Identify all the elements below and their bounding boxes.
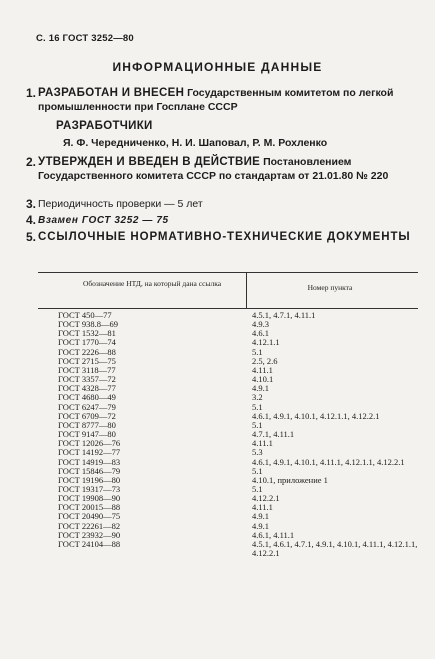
table-column-divider [246,272,247,308]
document-cell: ГОСТ 22261—82 [58,520,121,531]
point-cell: 5.1 [252,346,263,357]
section-2-caps: УТВЕРЖДЕН И ВВЕДЕН В ДЕЙСТВИЕ [38,156,261,168]
page-title: ИНФОРМАЦИОННЫЕ ДАННЫЕ [112,60,323,74]
document-cell: ГОСТ 6709—72 [58,410,116,421]
document-cell: ГОСТ 450—77 [58,310,112,320]
point-cell: 5.1 [252,465,263,476]
section-1-number: 1. [26,86,37,100]
point-cell: 4.11.1 [252,364,273,375]
document-cell: ГОСТ 23932—90 [58,529,121,540]
point-cell: 4.9.1 [252,383,269,394]
document-cell: ГОСТ 19196—80 [58,474,121,485]
section-4-number: 4. [26,213,37,227]
point-cell: 4.11.1 [252,502,273,513]
section-1-caps: РАЗРАБОТАН И ВНЕСЕН [38,87,185,99]
document-cell: ГОСТ 2715—75 [58,355,116,366]
section-2 [26,155,418,183]
point-cell: 4.10.1, приложение 1 [252,474,328,485]
point-cell: 4.6.1, 4.9.1, 4.10.1, 4.12.1.1, 4.12.2.1 [252,410,380,421]
document-cell: ГОСТ 14919—83 [58,456,121,467]
document-cell: ГОСТ 6247—79 [58,401,116,412]
point-cell: 4.5.1, 4.6.1, 4.7.1, 4.9.1, 4.10.1, 4.11.1, 4.12.1.1, 4.12.2.1 [252,538,418,559]
document-cell: ГОСТ 15846—79 [58,465,121,476]
point-cell: 5.1 [252,483,263,494]
point-cell: 4.7.1, 4.11.1 [252,429,295,440]
page-header: С. 16 ГОСТ 3252—80 [36,33,134,44]
document-cell: ГОСТ 1532—81 [58,328,116,339]
document-cell: ГОСТ 14192—77 [58,447,121,458]
document-cell: ГОСТ 20490—75 [58,511,121,522]
document-cell: ГОСТ 4328—77 [58,383,116,394]
section-5-caps: ССЫЛОЧНЫЕ НОРМАТИВНО-ТЕХНИЧЕСКИЕ ДОКУМЕНТЫ [38,231,411,243]
point-cell: 4.6.1, 4.11.1 [252,529,295,540]
table-header-rule [38,308,418,309]
point-cell: 4.6.1 [252,328,269,339]
table-header-point: Номер пункта [307,283,353,292]
point-cell: 4.9.1 [252,520,269,531]
document-cell: ГОСТ 19317—73 [58,483,121,494]
point-cell: 5.1 [252,419,263,430]
section-1-authors: Я. Ф. Чередниченко, Н. И. Шаповал, Р. М. Рохленко [63,137,328,149]
section-5-number: 5. [26,230,37,244]
point-cell: 4.10.1 [252,374,274,385]
point-cell: 4.9.3 [252,319,269,330]
section-5 [26,230,418,245]
document-cell: ГОСТ 2226—88 [58,346,116,357]
section-4-text: Взамен ГОСТ 3252 — 75 [38,215,169,226]
section-3 [26,197,418,212]
references-table [58,311,422,558]
table-row [58,540,422,558]
section-2-text: Постановлением Государственного комитета СССР по стандартам от 21.01.80 № 220 [38,156,389,182]
document-cell: ГОСТ 12026—76 [58,438,121,449]
document-cell: ГОСТ 3357—72 [58,374,116,385]
section-1-subheading: РАЗРАБОТЧИКИ [56,120,153,132]
point-cell: 4.12.2.1 [252,493,280,504]
point-cell: 4.9.1 [252,511,269,522]
section-2-number: 2. [26,155,37,169]
section-4 [26,213,418,228]
document-cell: ГОСТ 9147—80 [58,429,116,440]
point-cell: 4.11.1 [252,438,273,449]
document-cell: ГОСТ 8777—80 [58,419,116,430]
document-cell: ГОСТ 24104—88 [58,538,121,549]
section-1-text: Государственным комитетом по легкой промышленности при Госплане СССР [38,87,394,113]
section-1 [26,86,418,114]
table-header-document: Обозначение НТД, на который дана ссылка [82,279,222,288]
point-cell: 4.6.1, 4.9.1, 4.10.1, 4.11.1, 4.12.1.1, 4.12.2.1 [252,456,405,467]
section-3-number: 3. [26,197,37,211]
section-3-text: Периодичность проверки — 5 лет [38,198,203,210]
point-cell: 3.2 [252,392,263,403]
document-cell: ГОСТ 20015—88 [58,502,121,513]
document-cell: ГОСТ 3118—77 [58,364,116,375]
point-cell: 4.12.1.1 [252,337,280,348]
document-cell: ГОСТ 4680—49 [58,392,116,403]
point-cell: 2.5, 2.6 [252,355,278,366]
point-cell: 5.3 [252,447,263,458]
document-cell: ГОСТ 19908—90 [58,493,121,504]
table-top-rule [38,272,418,273]
document-cell: ГОСТ 938.8—69 [58,319,119,330]
point-cell: 4.5.1, 4.7.1, 4.11.1 [252,310,316,320]
point-cell: 5.1 [252,401,263,412]
document-cell: ГОСТ 1770—74 [58,337,116,348]
